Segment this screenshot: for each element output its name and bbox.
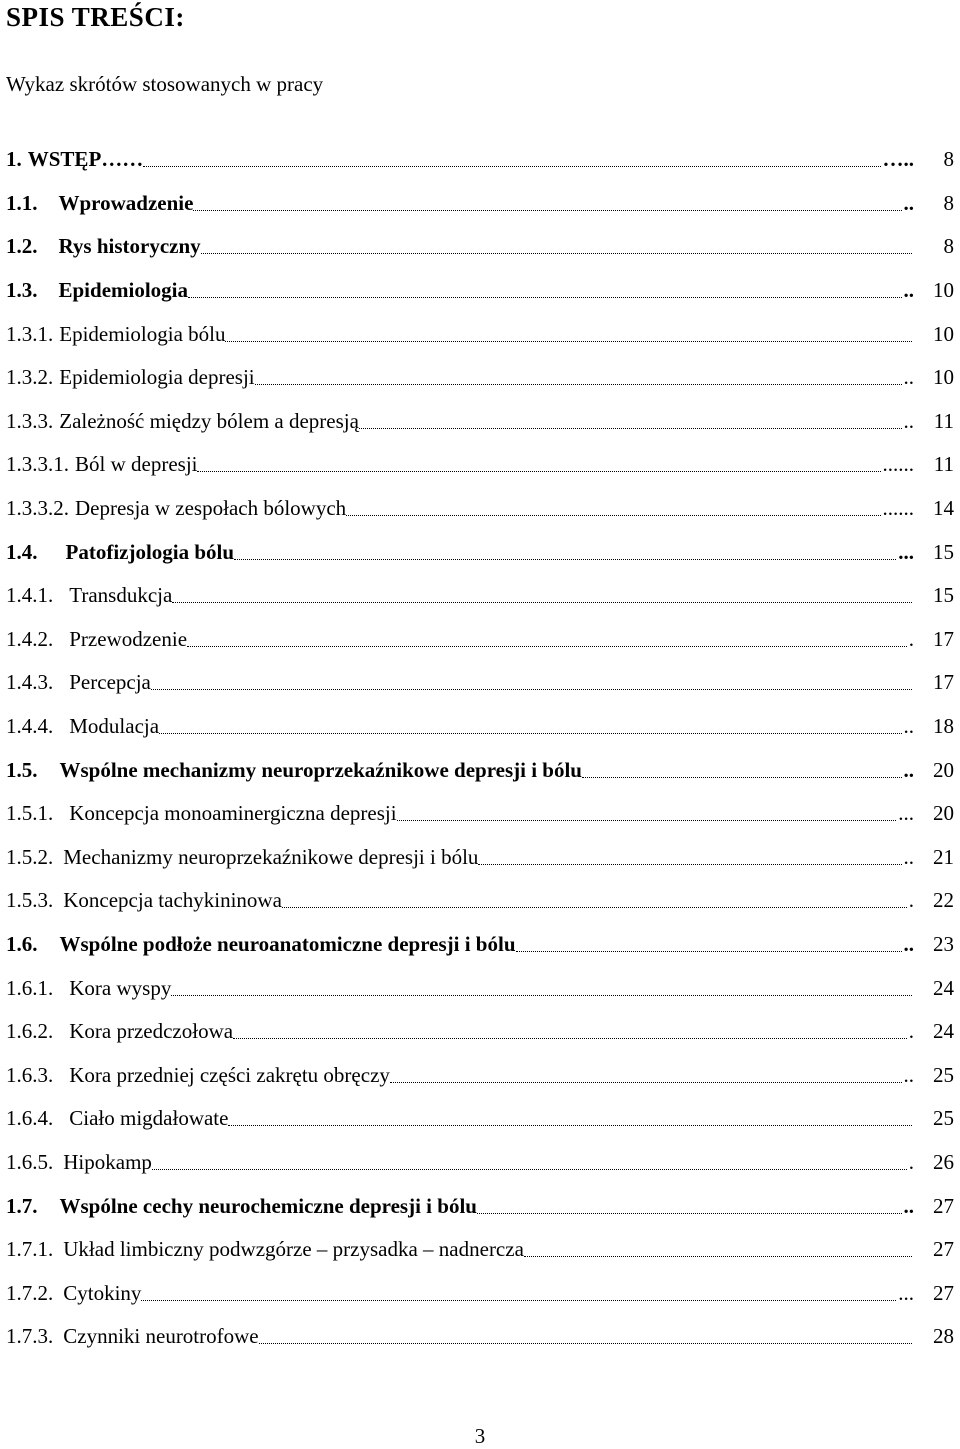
toc-entry-label: Koncepcja tachykininowa xyxy=(63,888,282,913)
toc-entry-leader-tail: ... xyxy=(898,1280,914,1305)
dot-leader xyxy=(193,210,901,211)
toc-entry[interactable] xyxy=(6,269,958,313)
toc-entry-label: Ciało migdałowate xyxy=(69,1106,229,1131)
toc-entry-page: 25 xyxy=(933,1062,954,1087)
dot-leader xyxy=(151,689,912,690)
toc-entry-label: Kora przedniej części zakrętu obręczy xyxy=(69,1062,390,1087)
toc-entry[interactable] xyxy=(6,661,958,705)
dot-leader xyxy=(225,341,912,342)
toc-entry-leader-tail: ...... xyxy=(882,496,914,521)
toc-entry[interactable] xyxy=(6,1053,958,1097)
dot-leader xyxy=(171,995,912,996)
dot-leader xyxy=(397,820,897,821)
dot-leader xyxy=(346,515,880,516)
toc-entry-page: 10 xyxy=(933,365,954,390)
toc-entry[interactable] xyxy=(6,1010,958,1054)
toc-entry[interactable] xyxy=(6,312,958,356)
toc-entry-number: 1.5.2. xyxy=(6,844,54,869)
toc-entry-leader-tail: . xyxy=(908,1019,914,1044)
toc-entry-number: 1.7. xyxy=(6,1193,38,1218)
toc-entry-label: Wspólne podłoże neuroanatomiczne depresji i bólu xyxy=(59,931,516,956)
dot-leader xyxy=(516,951,902,952)
toc-entry[interactable] xyxy=(6,792,958,836)
toc-entry-page: 17 xyxy=(933,670,954,695)
toc-entry-number: 1.4.1. xyxy=(6,583,54,608)
toc-entry-number: 1.6.1. xyxy=(6,975,54,1000)
dot-leader xyxy=(234,559,896,560)
toc-entry-number: 1.7.2. xyxy=(6,1280,54,1305)
toc-entry-number: 1.3.3.1. xyxy=(6,452,69,477)
toc-entry[interactable] xyxy=(6,966,958,1010)
toc-entry[interactable] xyxy=(6,487,958,531)
toc-entry-leader-tail: ... xyxy=(898,539,914,564)
table-of-contents xyxy=(6,138,958,1359)
toc-entry-label: Ból w depresji xyxy=(75,452,198,477)
toc-entry-page: 26 xyxy=(933,1149,954,1174)
dot-leader xyxy=(201,253,912,254)
toc-entry[interactable] xyxy=(6,1097,958,1141)
toc-entry-page: 23 xyxy=(933,931,954,956)
toc-entry[interactable] xyxy=(6,1271,958,1315)
toc-entry-number: 1.4.3. xyxy=(6,670,54,695)
toc-entry-number: 1.3. xyxy=(6,278,38,303)
toc-entry-leader-tail: . xyxy=(908,626,914,651)
toc-entry-leader-tail: .. xyxy=(903,757,914,782)
toc-entry-page: 27 xyxy=(933,1193,954,1218)
toc-entry-label: Zależność między bólem a depresją xyxy=(59,408,359,433)
toc-entry-leader-tail: .. xyxy=(903,714,914,739)
toc-entry[interactable] xyxy=(6,574,958,618)
toc-entry-label: Transdukcja xyxy=(69,583,173,608)
dot-leader xyxy=(141,1300,896,1301)
toc-entry[interactable] xyxy=(6,1315,958,1359)
toc-entry-leader-tail: .. xyxy=(903,278,914,303)
toc-entry-page: 15 xyxy=(933,539,954,564)
toc-entry-page: 25 xyxy=(933,1106,954,1131)
toc-entry-label: Kora przedczołowa xyxy=(69,1019,234,1044)
toc-entry-number: 1.6. xyxy=(6,931,38,956)
toc-entry-label: Czynniki neurotrofowe xyxy=(63,1324,259,1349)
toc-entry-label: Wspólne cechy neurochemiczne depresji i bólu xyxy=(59,1193,477,1218)
dot-leader xyxy=(188,297,901,298)
toc-entry[interactable] xyxy=(6,182,958,226)
toc-entry[interactable] xyxy=(6,1141,958,1185)
toc-entry-number: 1. xyxy=(6,147,22,172)
dot-leader xyxy=(197,471,880,472)
toc-entry-label: Kora wyspy xyxy=(69,975,172,1000)
toc-entry-leader-tail: ... xyxy=(898,801,914,826)
toc-entry-page: 18 xyxy=(933,714,954,739)
toc-entry-page: 15 xyxy=(933,583,954,608)
toc-entry-label: Epidemiologia xyxy=(58,278,189,303)
dot-leader xyxy=(582,777,902,778)
toc-entry-page: 14 xyxy=(933,496,954,521)
toc-entry-leader-tail: .. xyxy=(903,365,914,390)
toc-entry-number: 1.1. xyxy=(6,190,38,215)
toc-entry-number: 1.6.5. xyxy=(6,1149,54,1174)
toc-entry-leader-tail: .. xyxy=(903,408,914,433)
toc-entry-leader-tail: . xyxy=(908,888,914,913)
toc-entry-page: 22 xyxy=(933,888,954,913)
toc-entry-leader-tail: ….. xyxy=(882,147,914,172)
toc-entry-number: 1.7.1. xyxy=(6,1237,54,1262)
toc-entry[interactable] xyxy=(6,836,958,880)
toc-entry-label: Patofizjologia bólu xyxy=(65,539,235,564)
dot-leader xyxy=(478,864,901,865)
toc-entry-label: Epidemiologia bólu xyxy=(59,321,226,346)
dot-leader xyxy=(477,1213,902,1214)
abbreviations-entry[interactable]: Wykaz skrótów stosowanych w pracy xyxy=(6,72,324,96)
toc-entry-number: 1.5. xyxy=(6,757,38,782)
toc-entry-number: 1.2. xyxy=(6,234,38,259)
toc-entry-page: 20 xyxy=(933,801,954,826)
toc-entry[interactable] xyxy=(6,443,958,487)
toc-entry-leader-tail: .. xyxy=(903,190,914,215)
toc-entry-label: Hipokamp xyxy=(63,1149,152,1174)
dot-leader xyxy=(172,602,912,603)
dot-leader xyxy=(159,733,901,734)
toc-entry-leader-tail: ...... xyxy=(882,452,914,477)
toc-entry-leader-tail: .. xyxy=(903,1062,914,1087)
dot-leader xyxy=(524,1256,912,1257)
toc-entry-leader-tail: .. xyxy=(903,931,914,956)
toc-entry[interactable] xyxy=(6,1184,958,1228)
toc-entry-label: Depresja w zespołach bólowych xyxy=(75,496,347,521)
toc-entry-number: 1.3.2. xyxy=(6,365,54,390)
toc-entry-page: 10 xyxy=(933,278,954,303)
toc-entry-number: 1.6.2. xyxy=(6,1019,54,1044)
toc-entry[interactable] xyxy=(6,530,958,574)
toc-entry-leader-tail: .. xyxy=(903,1193,914,1218)
toc-entry-number: 1.5.3. xyxy=(6,888,54,913)
toc-entry-label: Percepcja xyxy=(69,670,151,695)
toc-entry-leader-tail: . xyxy=(908,1149,914,1174)
dot-leader xyxy=(152,1169,907,1170)
dot-leader xyxy=(259,1343,912,1344)
toc-entry-page: 27 xyxy=(933,1280,954,1305)
toc-entry-page: 24 xyxy=(933,975,954,1000)
toc-entry-number: 1.4.2. xyxy=(6,626,54,651)
toc-entry-number: 1.4. xyxy=(6,539,38,564)
dot-leader xyxy=(255,384,902,385)
toc-entry-label: Wprowadzenie xyxy=(58,190,194,215)
toc-entry-page: 8 xyxy=(943,147,954,172)
toc-entry-number: 1.6.4. xyxy=(6,1106,54,1131)
toc-entry[interactable] xyxy=(6,400,958,444)
toc-entry-label: Układ limbiczny podwzgórze – przysadka – nadnercza xyxy=(63,1237,524,1262)
toc-entry-label: Przewodzenie xyxy=(69,626,188,651)
toc-entry-label: Rys historyczny xyxy=(58,234,201,259)
toc-entry-page: 20 xyxy=(933,757,954,782)
toc-entry-page: 17 xyxy=(933,626,954,651)
toc-entry-number: 1.7.3. xyxy=(6,1324,54,1349)
toc-entry-page: 11 xyxy=(933,452,954,477)
toc-entry-label: Mechanizmy neuroprzekaźnikowe depresji i bólu xyxy=(63,844,479,869)
toc-entry[interactable] xyxy=(6,879,958,923)
toc-entry-page: 28 xyxy=(933,1324,954,1349)
toc-entry-number: 1.3.3. xyxy=(6,408,54,433)
toc-entry-page: 11 xyxy=(933,408,954,433)
toc-entry-number: 1.3.1. xyxy=(6,321,54,346)
dot-leader xyxy=(282,907,907,908)
toc-entry-label: Epidemiologia depresji xyxy=(59,365,255,390)
page-number: 3 xyxy=(474,1424,486,1448)
dot-leader xyxy=(359,428,902,429)
dot-leader xyxy=(143,166,880,167)
toc-entry-number: 1.3.3.2. xyxy=(6,496,69,521)
toc-entry-label: Koncepcja monoaminergiczna depresji xyxy=(69,801,397,826)
toc-entry-page: 8 xyxy=(943,190,954,215)
dot-leader xyxy=(233,1038,907,1039)
toc-entry-leader-tail: .. xyxy=(903,844,914,869)
page-title: SPIS TREŚCI: xyxy=(6,2,185,32)
toc-entry[interactable] xyxy=(6,705,958,749)
toc-entry-label: Modulacja xyxy=(69,714,160,739)
toc-entry-label: Wspólne mechanizmy neuroprzekaźnikowe depresji i bólu xyxy=(59,757,582,782)
toc-entry[interactable] xyxy=(6,748,958,792)
toc-entry-number: 1.5.1. xyxy=(6,801,54,826)
dot-leader xyxy=(228,1125,912,1126)
toc-entry-number: 1.6.3. xyxy=(6,1062,54,1087)
toc-entry-label: Cytokiny xyxy=(63,1280,142,1305)
toc-entry[interactable] xyxy=(6,923,958,967)
toc-entry-page: 21 xyxy=(933,844,954,869)
dot-leader xyxy=(187,646,907,647)
toc-entry[interactable] xyxy=(6,618,958,662)
toc-entry-label: WSTĘP…… xyxy=(27,147,144,172)
toc-entry-number: 1.4.4. xyxy=(6,714,54,739)
toc-entry[interactable] xyxy=(6,1228,958,1272)
dot-leader xyxy=(390,1082,902,1083)
toc-entry-page: 24 xyxy=(933,1019,954,1044)
toc-entry[interactable] xyxy=(6,138,958,182)
toc-entry[interactable] xyxy=(6,225,958,269)
toc-entry-page: 27 xyxy=(933,1237,954,1262)
toc-entry[interactable] xyxy=(6,356,958,400)
toc-entry-page: 10 xyxy=(933,321,954,346)
toc-entry-page: 8 xyxy=(943,234,954,259)
